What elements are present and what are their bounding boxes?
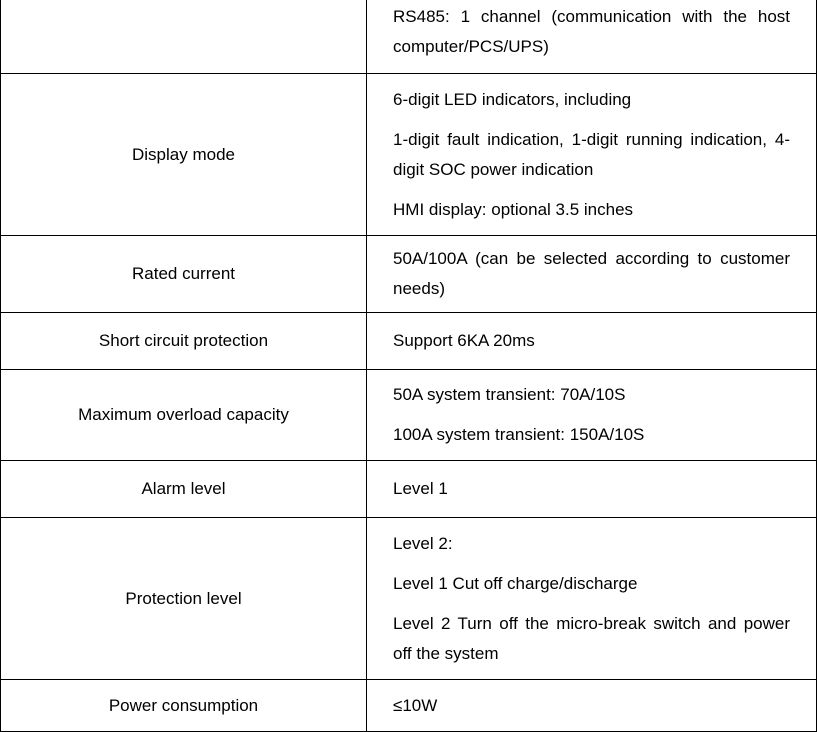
table-row-short-circuit-protection [1, 313, 817, 370]
row-value [367, 461, 817, 518]
row-name: Maximum overload capacity [1, 370, 367, 461]
table-row-protection-level [1, 518, 817, 680]
row-name [1, 0, 367, 74]
value-paragraph: ≤10W [393, 695, 438, 715]
row-value [367, 370, 817, 461]
value-paragraph: Level 2 Turn off the micro-break switch and power off the system [393, 613, 790, 663]
value-paragraph: 100A system transient: 150A/10S [393, 425, 645, 444]
table-row-maximum-overload-capacity [1, 370, 817, 461]
value-paragraph: RS485: 1 channel (communication with the host computer/PCS/UPS) [393, 7, 790, 56]
row-value [367, 236, 817, 313]
row-value [367, 680, 817, 732]
row-name: Alarm level [1, 461, 367, 518]
value-paragraph: 6-digit LED indicators, including [393, 89, 632, 109]
table-row-communication [1, 0, 817, 74]
table-row-rated-current [1, 236, 817, 313]
row-name: Short circuit protection [1, 313, 367, 370]
value-paragraph: Level 2: [393, 533, 453, 553]
value-paragraph: HMI display: optional 3.5 inches [393, 199, 634, 219]
table-row-alarm-level [1, 461, 817, 518]
row-value [367, 0, 817, 74]
value-paragraph: 50A/100A (can be selected according to customer needs) [393, 249, 790, 298]
value-paragraph: Level 1 [393, 479, 448, 498]
value-paragraph: 50A system transient: 70A/10S [393, 385, 626, 404]
value-paragraph: Support 6KA 20ms [393, 331, 535, 350]
row-value [367, 313, 817, 370]
row-name: Power consumption [1, 680, 367, 732]
row-name: Rated current [1, 236, 367, 313]
row-value [367, 518, 817, 680]
table-row-display-mode [1, 74, 817, 236]
row-value [367, 74, 817, 236]
row-name: Display mode [1, 74, 367, 236]
value-paragraph: Level 1 Cut off charge/discharge [393, 573, 638, 593]
row-name: Protection level [1, 518, 367, 680]
value-paragraph: 1-digit fault indication, 1-digit running indication, 4-digit SOC power indication [393, 129, 790, 179]
table-row-power-consumption [1, 680, 817, 732]
